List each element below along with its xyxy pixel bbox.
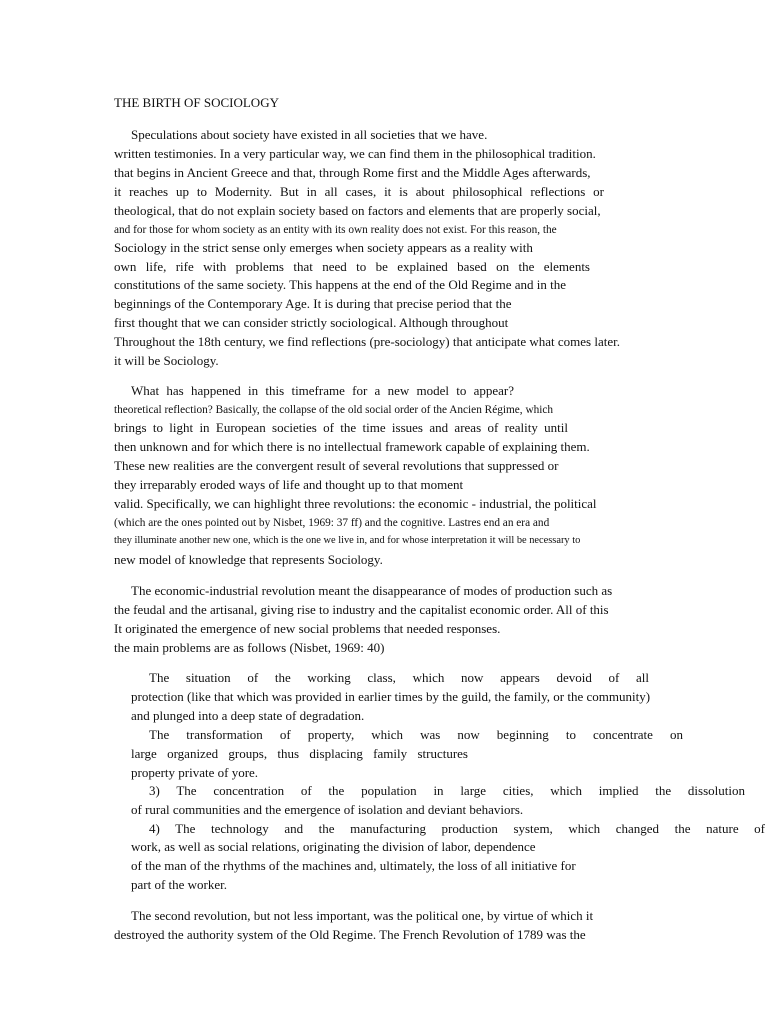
paragraph-4-line-1: The second revolution, but not less important, was the political one, by virtue of which it xyxy=(131,908,594,923)
paragraph-1-line-1: Speculations about society have existed in all societies that we have. xyxy=(131,127,488,142)
list-item-4-line-3: of the man of the rhythms of the machines and, ultimately, the loss of all initiative for xyxy=(131,858,576,873)
paragraph-1-line-12: Throughout the 18th century, we find reflections (pre-sociology) that anticipate what comes later. xyxy=(114,334,620,349)
list-item-4-line-1: 4) The technology and the manufacturing production system, which changed the nature of xyxy=(149,821,765,836)
paragraph-3-line-3: It originated the emergence of new social problems that needed responses. xyxy=(114,621,501,636)
paragraph-2-line-3: brings to light in European societies of the time issues and areas of reality until xyxy=(114,420,568,435)
list-item-3-line-1: 3) The concentration of the population in large cities, which implied the dissolution xyxy=(149,783,745,798)
paragraph-1-line-2: written testimonies. In a very particular way, we can find them in the philosophical tradition. xyxy=(114,146,596,161)
list-item-2-line-1: The transformation of property, which was now beginning to concentrate on xyxy=(149,727,683,742)
list-item-3-line-2: of rural communities and the emergence of isolation and deviant behaviors. xyxy=(131,802,524,817)
paragraph-3-line-2: the feudal and the artisanal, giving rise to industry and the capitalist economic order. All of this xyxy=(114,602,609,617)
paragraph-3-line-4: the main problems are as follows (Nisbet, 1969: 40) xyxy=(114,640,385,655)
paragraph-1-line-5: theological, that do not explain society based on factors and elements that are properly social, xyxy=(114,203,601,218)
paragraph-2-line-5: These new realities are the convergent result of several revolutions that suppressed or xyxy=(114,458,559,473)
paragraph-2-line-6: they irreparably eroded ways of life and thought up to that moment xyxy=(114,477,464,492)
paragraph-2-line-10: new model of knowledge that represents Sociology. xyxy=(114,552,383,567)
list-item-2-line-3: property private of yore. xyxy=(131,765,259,780)
paragraph-1-line-9: constitutions of the same society. This happens at the end of the Old Regime and in the xyxy=(114,277,567,292)
list-item-1-line-2: protection (like that which was provided in earlier times by the guild, the family, or the community) xyxy=(131,689,651,704)
paragraph-1-line-7: Sociology in the strict sense only emerges when society appears as a reality with xyxy=(114,240,533,255)
paragraph-1-line-3: that begins in Ancient Greece and that, through Rome first and the Middle Ages afterwards, xyxy=(114,165,591,180)
paragraph-3-line-1: The economic-industrial revolution meant the disappearance of modes of production such as xyxy=(131,583,613,598)
list-item-1-line-3: and plunged into a deep state of degradation. xyxy=(131,708,365,723)
list-item-4-line-2: work, as well as social relations, originating the division of labor, dependence xyxy=(131,839,536,854)
paragraph-2-line-9: they illuminate another new one, which is the one we live in, and for whose interpretation it will be necessary to xyxy=(114,535,581,546)
page-title: THE BIRTH OF SOCIOLOGY xyxy=(114,95,279,110)
paragraph-1-line-6: and for those for whom society as an entity with its own reality does not exist. For this reason, the xyxy=(114,224,557,236)
paragraph-1-line-10: beginnings of the Contemporary Age. It is during that precise period that the xyxy=(114,296,512,311)
list-item-1-line-1: The situation of the working class, which now appears devoid of all xyxy=(149,670,649,685)
paragraph-2-line-8: (which are the ones pointed out by Nisbet, 1969: 37 ff) and the cognitive. Lastres end an era and xyxy=(114,517,550,529)
paragraph-2-line-4: then unknown and for which there is no intellectual framework capable of explaining them. xyxy=(114,439,590,454)
paragraph-2-line-7: valid. Specifically, we can highlight three revolutions: the economic - industrial, the political xyxy=(114,496,597,511)
paragraph-2-line-2: theoretical reflection? Basically, the collapse of the old social order of the Ancien Régime, which xyxy=(114,404,554,416)
list-item-4-line-4: part of the worker. xyxy=(131,877,228,892)
paragraph-4-line-2: destroyed the authority system of the Old Regime. The French Revolution of 1789 was the xyxy=(114,927,586,942)
list-item-2-line-2: large organized groups, thus displacing family structures xyxy=(131,746,468,761)
paragraph-1-line-4: it reaches up to Modernity. But in all cases, it is about philosophical reflections or xyxy=(114,184,604,199)
paragraph-1-line-11: first thought that we can consider strictly sociological. Although throughout xyxy=(114,315,509,330)
paragraph-2-line-1: What has happened in this timeframe for a new model to appear? xyxy=(131,383,514,398)
paragraph-1-line-13: it will be Sociology. xyxy=(114,353,219,368)
paragraph-1-line-8: own life, rife with problems that need to be explained based on the elements xyxy=(114,259,590,274)
